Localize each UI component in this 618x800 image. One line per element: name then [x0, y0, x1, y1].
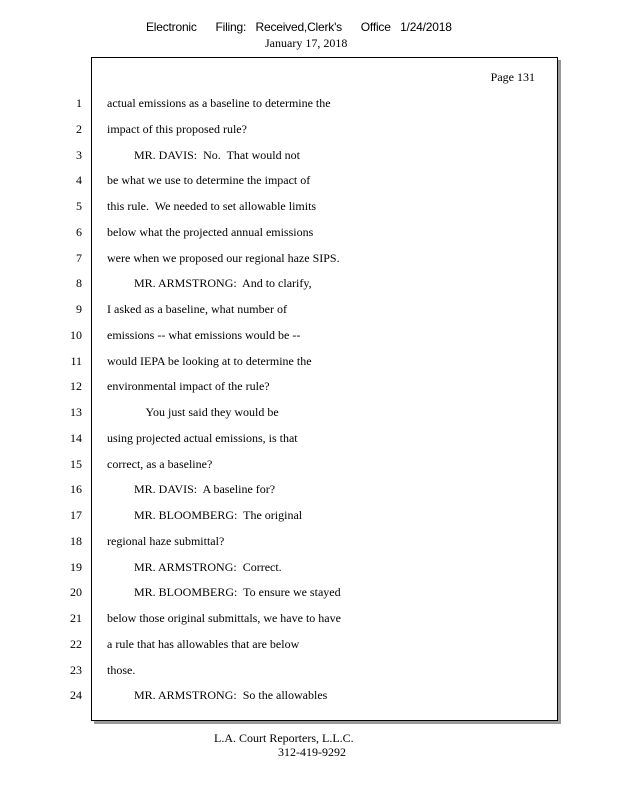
line-number: 17: [70, 508, 82, 522]
line-number: 20: [70, 585, 82, 599]
transcript-date: January 17, 2018: [265, 36, 348, 50]
line-number: 12: [70, 379, 82, 393]
line-text: environmental impact of the rule?: [107, 379, 270, 393]
line-text: would IEPA be looking at to determine the: [107, 354, 312, 368]
line-number: 9: [76, 302, 82, 316]
line-number: 22: [70, 637, 82, 651]
line-number: 16: [70, 482, 82, 496]
line-text: impact of this proposed rule?: [107, 122, 247, 136]
line-text: You just said they would be: [107, 405, 279, 419]
line-number: 18: [70, 534, 82, 548]
page-number: Page 131: [490, 70, 535, 84]
line-text: be what we use to determine the impact of: [107, 173, 311, 187]
line-number: 10: [70, 328, 82, 342]
line-text: actual emissions as a baseline to determine the: [107, 96, 331, 110]
line-text: correct, as a baseline?: [107, 457, 213, 471]
line-text: MR. ARMSTRONG: Correct.: [107, 560, 282, 574]
line-number: 24: [70, 688, 82, 702]
line-text: I asked as a baseline, what number of: [107, 302, 287, 316]
line-number: 13: [70, 405, 82, 419]
line-number: 1: [76, 96, 82, 110]
line-number: 11: [70, 354, 82, 368]
line-text: this rule. We needed to set allowable limits: [107, 199, 317, 213]
line-text: MR. DAVIS: A baseline for?: [107, 482, 276, 496]
line-text: a rule that has allowables that are below: [107, 637, 300, 651]
line-number: 8: [76, 276, 82, 290]
filing-stamp: Electronic Filing: Received,Clerk's Office 1/24/2018: [146, 20, 452, 34]
line-number: 14: [70, 431, 82, 445]
line-number: 5: [76, 199, 82, 213]
line-text: emissions -- what emissions would be --: [107, 328, 301, 342]
line-text: below what the projected annual emissions: [107, 225, 314, 239]
footer-phone: 312-419-9292: [278, 745, 346, 759]
line-number: 23: [70, 663, 82, 677]
line-text: below those original submittals, we have to have: [107, 611, 341, 625]
line-text: MR. ARMSTRONG: So the allowables: [107, 688, 328, 702]
line-text: were when we proposed our regional haze SIPS.: [107, 251, 340, 265]
line-number: 2: [76, 122, 82, 136]
line-number: 15: [70, 457, 82, 471]
line-number: 4: [76, 173, 82, 187]
line-number: 7: [76, 251, 82, 265]
line-number: 6: [76, 225, 82, 239]
line-number: 19: [70, 560, 82, 574]
line-number: 3: [76, 148, 82, 162]
line-text: those.: [107, 663, 136, 677]
line-text: regional haze submittal?: [107, 534, 225, 548]
line-text: MR. DAVIS: No. That would not: [107, 148, 300, 162]
footer-company: L.A. Court Reporters, L.L.C.: [214, 731, 354, 745]
line-text: MR. ARMSTRONG: And to clarify,: [107, 276, 312, 290]
line-text: using projected actual emissions, is that: [107, 431, 298, 445]
line-text: MR. BLOOMBERG: To ensure we stayed: [107, 585, 341, 599]
line-number: 21: [70, 611, 82, 625]
line-text: MR. BLOOMBERG: The original: [107, 508, 303, 522]
